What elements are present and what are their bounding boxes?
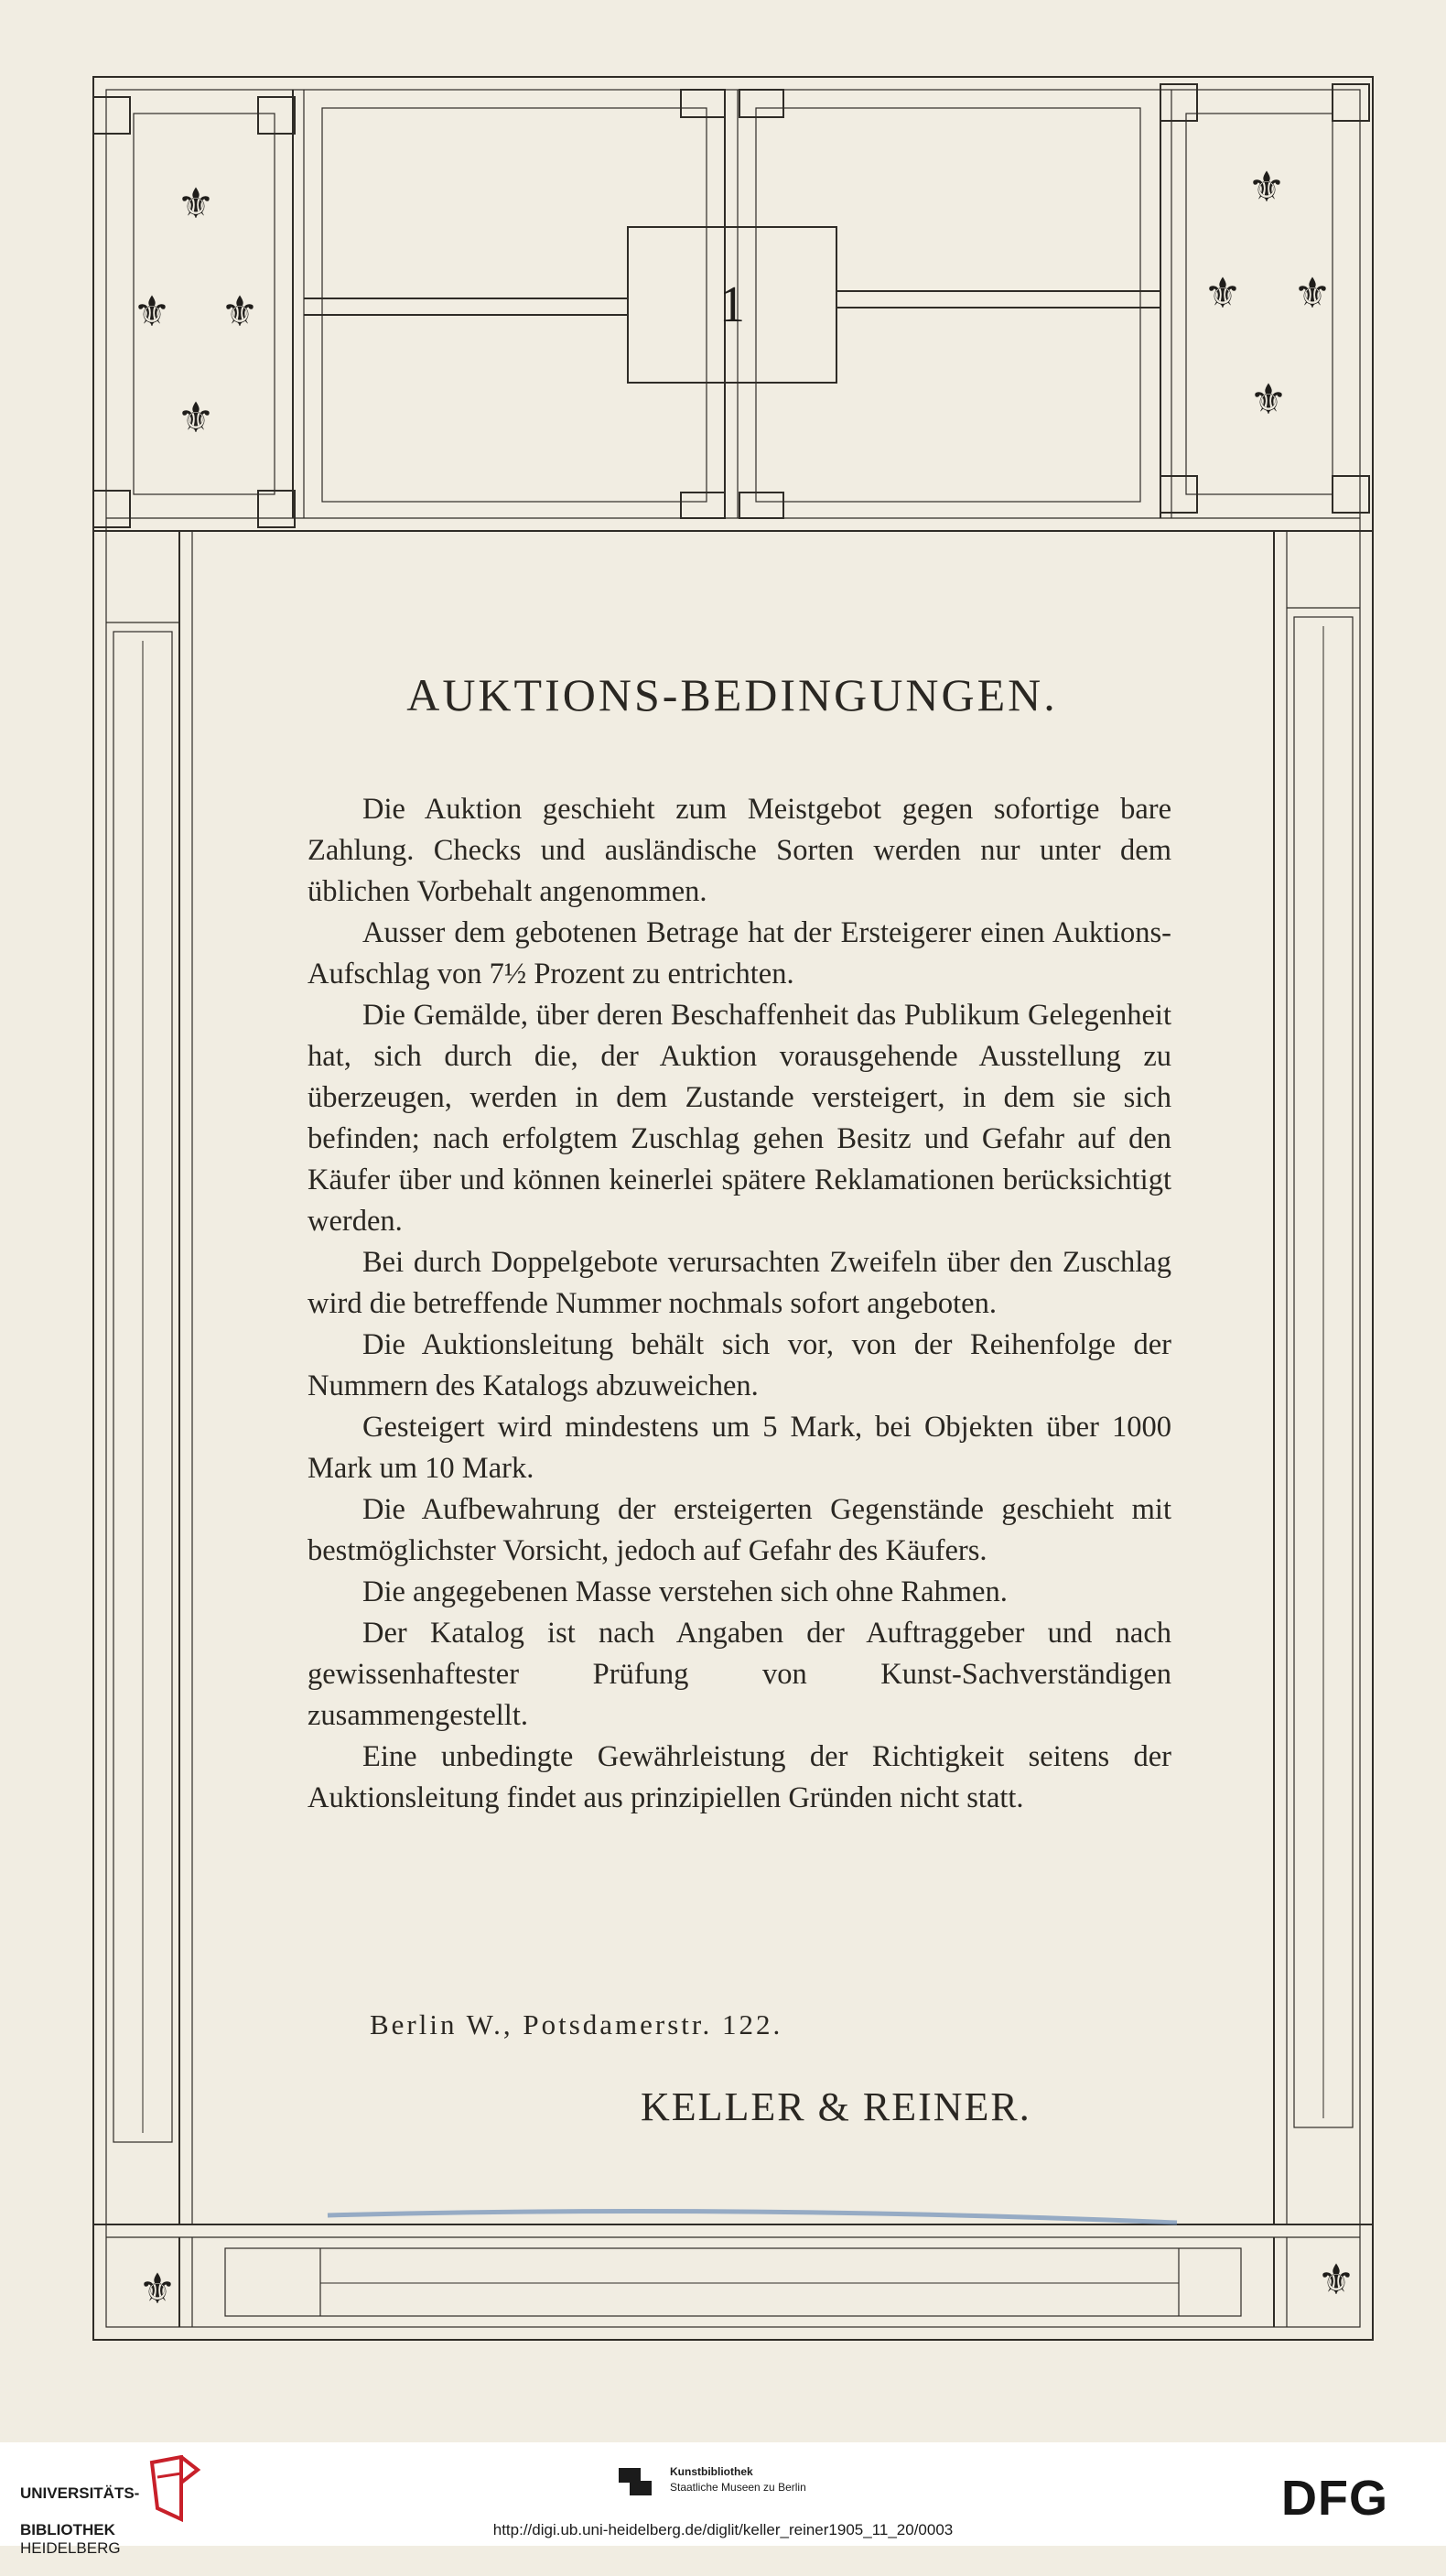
fleur-de-lis-icon: ⚜ bbox=[177, 393, 215, 442]
library-emblem-icon bbox=[145, 2455, 203, 2523]
permalink-url[interactable]: http://digi.ub.uni-heidelberg.de/diglit/keller_reiner1905_11_20/0003 bbox=[492, 2521, 954, 2538]
fleur-de-lis-icon: ⚜ bbox=[1247, 162, 1286, 211]
kunstbibliothek-label bbox=[670, 2464, 806, 2495]
pencil-mark bbox=[328, 2212, 1177, 2224]
paragraph: Die Gemälde, über deren Beschaffenheit das Publikum Gelegenheit hat, sich durch die, der Auktion vorausgehende Ausstellung zu überzeugen, werden in dem Zustande versteigert, in dem sie sich befinden; nach erfolgtem Zuschlag gehen Besitz und Gefahr auf den Käufer über und können keinerlei spätere Reklamationen berücksichtigt werden. bbox=[308, 999, 1171, 1238]
page-title: AUKTIONS-BEDINGUNGEN. bbox=[406, 669, 1058, 720]
fleur-de-lis-icon: ⚜ bbox=[1293, 268, 1332, 318]
paragraph: Gesteigert wird mindestens um 5 Mark, bei Objekten über 1000 Mark um 10 Mark. bbox=[308, 1411, 1171, 1485]
page-number: 1 bbox=[719, 276, 745, 333]
dfg-logo[interactable]: DFG bbox=[1281, 2471, 1388, 2526]
fleur-de-lis-icon: ⚜ bbox=[1249, 374, 1288, 424]
paragraph: Die Auktionsleitung behält sich vor, von der Reihenfolge der Nummern des Katalogs abzuweichen. bbox=[308, 1328, 1171, 1402]
library-name-line: UNIVERSITÄTS- bbox=[20, 2484, 140, 2502]
paragraph: Eine unbedingte Gewährleistung der Richtigkeit seitens der Auktionsleitung findet aus prinzipiellen Gründen nicht statt. bbox=[308, 1740, 1171, 1814]
kunstbibliothek-name: Kunstbibliothek bbox=[670, 2465, 753, 2478]
library-city: HEIDELBERG bbox=[20, 2539, 121, 2557]
paragraph: Ausser dem gebotenen Betrage hat der Ersteigerer einen Auktions-Aufschlag von 7½ Prozent zu entrichten. bbox=[308, 916, 1171, 990]
library-name-line: BIBLIOTHEK bbox=[20, 2521, 115, 2538]
paragraph: Die Auktion geschieht zum Meistgebot gegen sofortige bare Zahlung. Checks und ausländische Sorten werden nur unter dem üblichen Vorbehalt angenommen. bbox=[308, 793, 1171, 908]
fleur-de-lis-icon: ⚜ bbox=[177, 179, 215, 228]
paragraph: Bei durch Doppelgebote verursachten Zweifeln über den Zuschlag wird die betreffende Nummer nochmals sofort angeboten. bbox=[308, 1246, 1171, 1320]
fleur-de-lis-icon: ⚜ bbox=[1317, 2255, 1355, 2304]
paragraph: Die Aufbewahrung der ersteigerten Gegenstände geschieht mit bestmöglichster Vorsicht, jedoch auf Gefahr des Käufers. bbox=[308, 1493, 1171, 1567]
address: Berlin W., Potsdamerstr. 122. bbox=[370, 2008, 783, 2040]
paragraph: Die angegebenen Masse verstehen sich ohne Rahmen. bbox=[362, 1575, 1008, 1608]
fleur-de-lis-icon: ⚜ bbox=[138, 2264, 177, 2313]
signature: KELLER & REINER. bbox=[641, 2084, 1031, 2129]
paragraph: Der Katalog ist nach Angaben der Auftraggeber und nach gewissenhaftester Prüfung von Kunst-Sachverständigen zusammengestellt. bbox=[308, 1617, 1171, 1732]
fleur-de-lis-icon: ⚜ bbox=[221, 287, 259, 336]
kunstbibliothek-subtitle: Staatliche Museen zu Berlin bbox=[670, 2481, 806, 2494]
fleur-de-lis-icon: ⚜ bbox=[1203, 268, 1242, 318]
auction-conditions-text bbox=[308, 789, 1171, 1819]
fleur-de-lis-icon: ⚜ bbox=[133, 287, 171, 336]
kunstbibliothek-logo-icon[interactable] bbox=[617, 2462, 653, 2499]
digitization-footer bbox=[0, 2442, 1446, 2557]
